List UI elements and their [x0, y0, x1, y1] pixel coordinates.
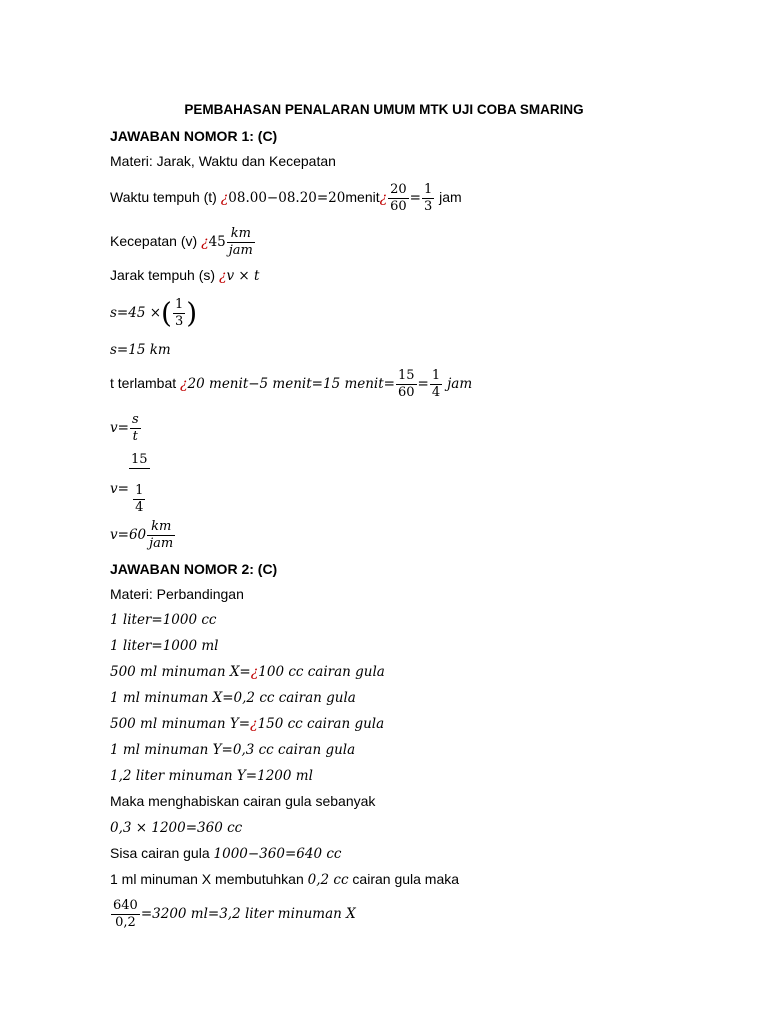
glyph-mark: ¿	[250, 716, 258, 732]
q2-heading: JAWABAN NOMOR 2: (C)	[110, 561, 278, 577]
q2-line-4: 1 ml minuman X=0,2 cc cairan gula	[110, 690, 356, 706]
q2-materi: Materi: Perbandingan	[110, 586, 244, 602]
q2-line-12: $\frac{640}{0,2}$ =3200 ml=3,2 liter minuman X	[113, 897, 356, 930]
q1-kecepatan-line	[110, 224, 256, 259]
s-expr1: s=45 ×	[110, 305, 162, 321]
equals-sign: =	[417, 376, 429, 392]
jam-label: jam	[435, 189, 462, 205]
q2-line-6: 1 ml minuman Y=0,3 cc cairan gula	[110, 742, 356, 758]
jam-italic: jam	[447, 376, 473, 392]
waktu-expr: 08.00−08.20=20	[228, 190, 346, 206]
terlambat-label: t terlambat	[110, 375, 181, 391]
glyph-mark: ¿	[180, 376, 188, 392]
fraction-km-jam: $\frac{km}{\text{jam}}$	[149, 518, 174, 551]
paren-right: )	[186, 296, 198, 330]
q1-materi: Materi: Jarak, Waktu dan Kecepatan	[110, 153, 336, 169]
jarak-label: Jarak tempuh (s)	[110, 267, 219, 283]
fraction-15-60: $\frac{15}{60}$	[397, 367, 415, 400]
fraction-640-02: $\frac{640}{0,2}$	[113, 897, 138, 930]
fraction-1-3: $\frac{1}{3}$	[423, 181, 433, 214]
terlambat-expr: 20 menit−5 menit=15 menit=	[187, 376, 395, 392]
q2-line-1: 1 liter=1000 cc	[110, 612, 217, 628]
fraction-1-3: $\frac{1}{3}$	[174, 296, 184, 329]
waktu-label: Waktu tempuh (t)	[110, 189, 221, 205]
glyph-mark: ¿	[220, 190, 229, 206]
s-expr2: s=15 km	[110, 342, 171, 358]
fraction-km-jam: $\frac{km}{\text{jam}}$	[228, 225, 253, 258]
q1-v-s-t-line	[110, 410, 142, 445]
q1-terlambat-line	[110, 366, 472, 401]
q2-line-9: 0,3 × 1200=360 cc	[110, 820, 243, 836]
glyph-mark: ¿	[250, 664, 259, 680]
q1-s-expr1-line	[110, 294, 197, 331]
glyph-mark: ¿	[201, 234, 209, 250]
waktu-unit: menit	[345, 189, 380, 205]
q1-heading: JAWABAN NOMOR 1: (C)	[110, 128, 278, 144]
page-title: PEMBAHASAN PENALARAN UMUM MTK UJI COBA SMARING	[184, 102, 584, 117]
equals-sign: =	[409, 190, 421, 206]
q1-v-60-line	[110, 517, 176, 552]
glyph-mark: ¿	[218, 268, 227, 284]
q2-line-2: 1 liter=1000 ml	[110, 638, 219, 654]
glyph-mark: ¿	[379, 190, 388, 206]
q1-v-15-quarter-line	[110, 452, 150, 527]
kecepatan-value: 45	[208, 234, 226, 250]
fraction-20-60: $\frac{20}{60}$	[390, 181, 407, 214]
fraction-1-4: $\frac{1}{4}$	[431, 367, 441, 400]
kecepatan-label: Kecepatan (v)	[110, 233, 202, 249]
v-equals: v=	[110, 420, 129, 436]
fraction-s-t: $\frac{s}{t}$	[131, 411, 139, 444]
paren-left: (	[161, 296, 172, 330]
q1-jarak-line	[110, 266, 259, 285]
q2-line-5: 500 ml minuman Y=¿150 cc cairan gula	[110, 716, 385, 732]
q2-line-8: Maka menghabiskan cairan gula sebanyak	[110, 793, 376, 809]
fraction-15-over-quarter: $\frac{15}{\frac{1}{4}}$	[130, 452, 148, 515]
q1-s-expr2-line	[110, 340, 171, 359]
v-60: v=60	[110, 527, 147, 543]
v-equals: v=	[110, 481, 129, 498]
q2-line-11: 1 ml minuman X membutuhkan 0,2 cc cairan gula maka	[110, 871, 460, 888]
jarak-expr: v × t	[226, 268, 260, 284]
q2-line-7: 1,2 liter minuman Y=1200 ml	[110, 768, 313, 784]
q1-waktu-line	[110, 180, 462, 215]
q2-line-10: Sisa cairan gula 1000−360=640 cc	[110, 845, 342, 862]
q2-line-3: 500 ml minuman X=¿100 cc cairan gula	[110, 664, 385, 680]
